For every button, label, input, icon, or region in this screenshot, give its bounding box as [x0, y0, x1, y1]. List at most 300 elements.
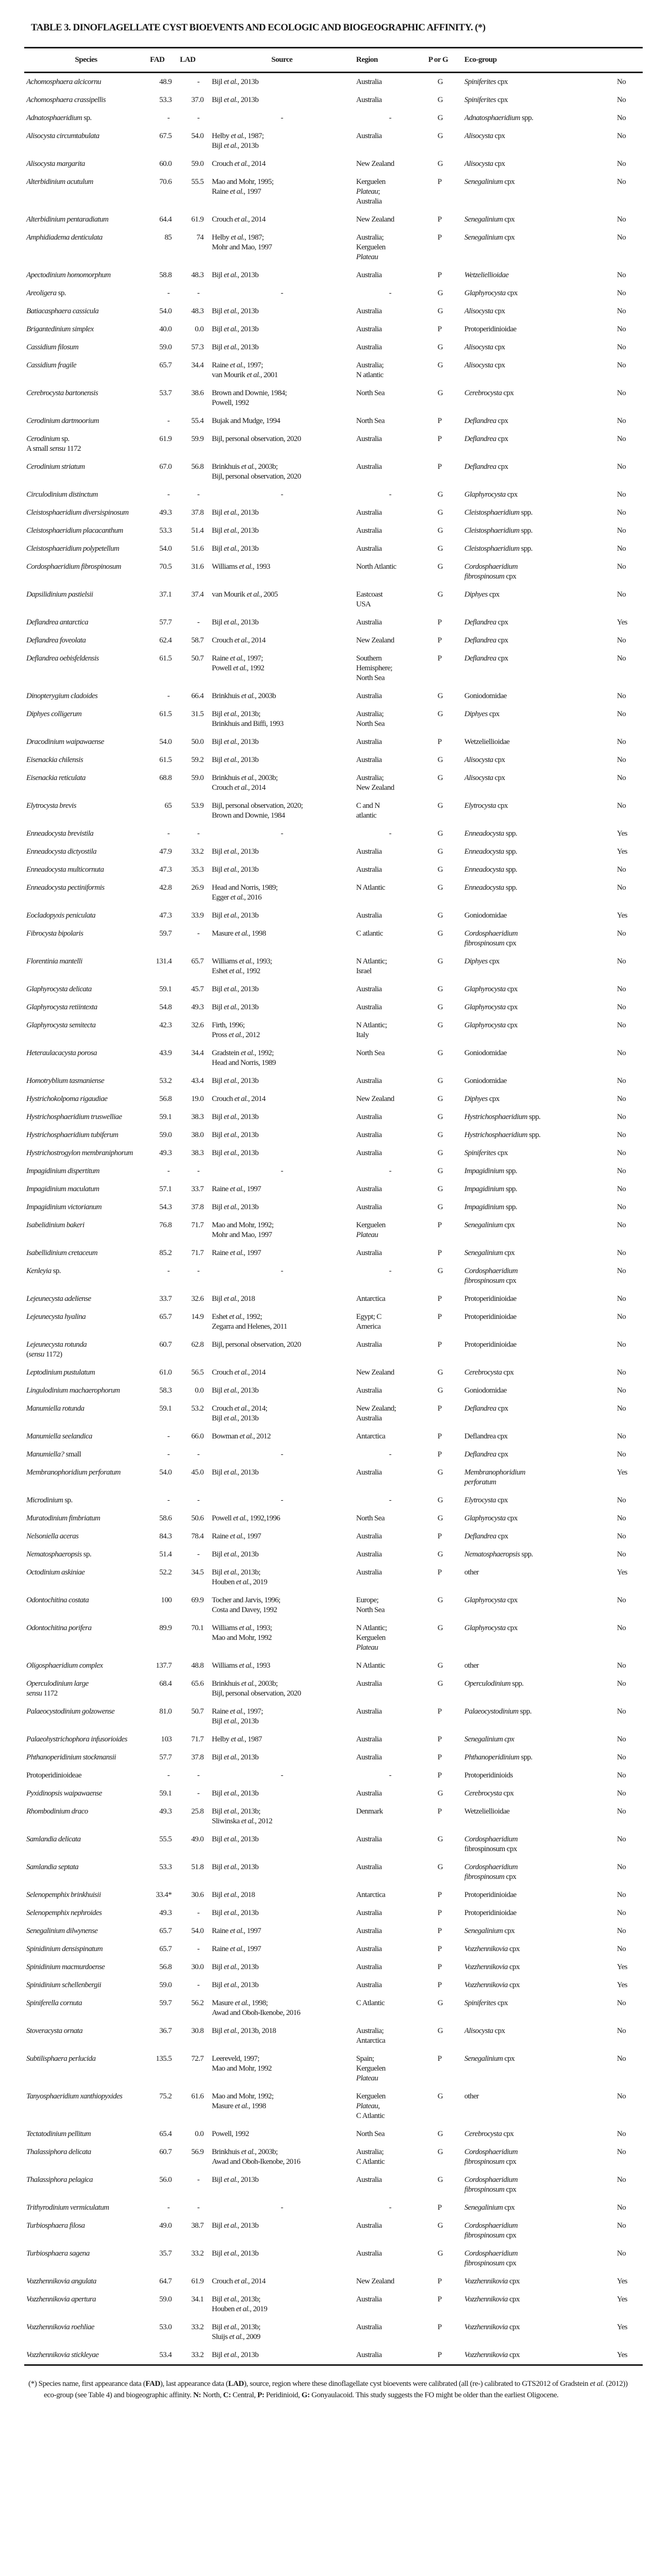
cell-lad: -	[197, 78, 199, 86]
cell-line	[464, 2129, 574, 2139]
cell-p-or-g: P	[438, 1221, 442, 1229]
text: Australia	[356, 1249, 382, 1257]
cell-region	[354, 1016, 426, 1044]
text: C Atlantic	[356, 1999, 385, 2007]
cell-line	[212, 77, 352, 87]
cell-p-or-g: G	[438, 1185, 443, 1193]
text: Protoperidinioidae	[464, 1295, 516, 1303]
cell-eco-group	[462, 1446, 576, 1464]
cell-line	[212, 783, 352, 793]
cell-source	[210, 1546, 354, 1564]
text: cpx	[496, 463, 508, 471]
cell-line	[464, 2323, 574, 2332]
text: cpx	[505, 1514, 517, 1522]
cell-region	[354, 2346, 426, 2365]
cell-p-or-g: G	[438, 343, 443, 351]
cell-source	[210, 1675, 354, 1703]
table-row	[24, 879, 643, 907]
table-row	[24, 1428, 643, 1446]
text: Australia	[356, 435, 382, 443]
cell-line	[464, 1166, 574, 1176]
cell-region	[354, 1162, 426, 1180]
text: cpx	[505, 1624, 517, 1632]
italic-text: et al.	[230, 893, 244, 902]
column-header-source: Source	[271, 56, 293, 64]
table-row	[24, 558, 643, 586]
cell-affinity: No	[617, 2204, 626, 2212]
cell-line	[464, 2221, 574, 2231]
cell-line	[356, 159, 424, 169]
cell-line	[356, 343, 424, 352]
cell-line	[356, 1230, 424, 1240]
cell-fad: 59.1	[159, 985, 172, 993]
cell-lad: 33.2	[191, 2351, 204, 2359]
italic-text: Manumiella?	[26, 1450, 64, 1459]
text: sp.	[82, 114, 92, 122]
cell-line	[356, 307, 424, 316]
cell-lad: 0.0	[195, 1386, 204, 1395]
text: , 2013b	[237, 509, 259, 517]
cell-line	[356, 1312, 424, 1322]
italic-text: et al.	[246, 590, 260, 599]
italic-text: Enneadocysta dictyostila	[26, 848, 96, 856]
cell-lad: 34.5	[191, 1568, 204, 1577]
italic-text: Spiniferites	[464, 1999, 496, 2007]
cell-line	[464, 462, 574, 472]
cell-line	[212, 664, 352, 673]
cell-species	[24, 1803, 148, 1831]
cell-species	[24, 998, 148, 1016]
italic-text: et al.	[224, 2323, 238, 2331]
table-header-row	[24, 48, 643, 73]
italic-text: Deflandrea	[464, 654, 496, 663]
cell-line	[212, 434, 352, 444]
text: USA	[356, 600, 371, 608]
cell-eco-group	[462, 650, 576, 687]
cell-line	[356, 2147, 424, 2157]
cell-species	[24, 2171, 148, 2199]
cell-line	[356, 1633, 424, 1643]
cell-line	[212, 1689, 352, 1699]
cell-line	[356, 755, 424, 765]
italic-text: Senegalinium	[464, 1249, 503, 1257]
cell-species	[24, 486, 148, 504]
cell-p-or-g: G	[438, 289, 443, 297]
cell-p-or-g: G	[438, 1662, 443, 1670]
cell-line	[464, 2350, 574, 2360]
cell-source	[210, 458, 354, 486]
italic-text: Selenopemphix brinkhuisii	[26, 1891, 101, 1899]
cell-lad: -	[197, 929, 199, 938]
italic-text: Spinidinium schellenbergii	[26, 1981, 102, 1989]
italic-text: Impagidinium maculatum	[26, 1185, 99, 1193]
cell-region	[354, 522, 426, 540]
italic-text: et al.	[230, 1185, 244, 1193]
cell-lad: -	[197, 289, 199, 297]
cell-lad: 57.3	[191, 343, 204, 351]
cell-species	[24, 1831, 148, 1858]
italic-text: et al.	[224, 618, 238, 626]
table-row	[24, 1290, 643, 1308]
cell-line	[356, 1926, 424, 1936]
cell-region	[354, 2245, 426, 2273]
italic-text: Octodinium askiniae	[26, 1568, 85, 1577]
text: cpx	[493, 343, 505, 351]
text: cpx	[496, 654, 508, 663]
cell-species	[24, 879, 148, 907]
italic-text: Dinopterygium cladoides	[26, 692, 98, 700]
cell-species	[24, 2318, 148, 2346]
cell-line	[212, 113, 352, 123]
cell-affinity: No	[617, 774, 626, 782]
text: N Atlantic	[356, 884, 386, 892]
cell-p-or-g: G	[438, 1021, 443, 1029]
text: , 1997;	[243, 654, 263, 663]
cell-fad: 47.3	[159, 911, 172, 920]
italic-text: Spiniferites	[464, 78, 496, 86]
text: Bijl	[212, 1835, 224, 1843]
cell-source	[210, 1044, 354, 1072]
italic-text: Diphyes	[464, 957, 488, 965]
cell-fad: 59.0	[159, 1981, 172, 1989]
cell-line	[464, 2157, 574, 2167]
cell-source	[210, 320, 354, 338]
cell-region	[354, 2291, 426, 2318]
cell-region	[354, 925, 426, 953]
table-row	[24, 1180, 643, 1198]
cell-line	[356, 2074, 424, 2083]
italic-text: Deflandrea	[464, 636, 496, 645]
cell-lad: 59.2	[191, 756, 204, 764]
text: , 2013b	[237, 96, 259, 104]
text: , 2012	[255, 1817, 273, 1825]
italic-text: et al.	[239, 563, 253, 571]
text: Central,	[230, 2391, 258, 2399]
text: Australia	[356, 307, 382, 315]
text: Eastcoast	[356, 590, 383, 599]
cell-line	[464, 865, 574, 875]
cell-affinity: No	[617, 1662, 626, 1670]
cell-p-or-g: P	[438, 271, 442, 279]
text: Australia	[356, 1963, 382, 1971]
column-header-eco-group: Eco-group	[464, 56, 497, 64]
cell-affinity: No	[617, 1753, 626, 1761]
text: cpx	[504, 2259, 516, 2267]
cell-species	[24, 1731, 148, 1749]
text: Brinkhuis	[212, 2148, 241, 2156]
cell-line	[212, 2102, 352, 2111]
text: North Sea	[356, 1514, 385, 1522]
cell-region	[354, 1308, 426, 1336]
italic-text: et al.	[224, 1414, 238, 1422]
cell-line	[212, 1340, 352, 1350]
cell-species	[24, 1464, 148, 1492]
text: spp.	[519, 509, 533, 517]
text: Australia	[356, 1003, 382, 1011]
cell-line	[356, 95, 424, 105]
cell-fad: 62.4	[159, 636, 172, 645]
cell-line	[464, 618, 574, 628]
cell-source	[210, 1528, 354, 1546]
cell-p-or-g: P	[438, 2277, 442, 2285]
table-row	[24, 1803, 643, 1831]
cell-eco-group	[462, 1994, 576, 2022]
cell-p-or-g: G	[438, 1267, 443, 1275]
cell-source	[210, 2245, 354, 2273]
table-row	[24, 1528, 643, 1546]
text: cpx	[508, 1945, 520, 1953]
italic-text: et al.	[224, 738, 238, 746]
cell-source	[210, 733, 354, 751]
text: cpx	[508, 1963, 520, 1971]
text: Masure	[212, 2102, 235, 2110]
table-row	[24, 907, 643, 925]
text: -	[280, 1167, 283, 1175]
cell-line	[356, 416, 424, 426]
italic-text: et al.	[241, 463, 255, 471]
cell-species	[24, 843, 148, 861]
column-header-affinity	[576, 48, 643, 73]
cell-species	[24, 1364, 148, 1382]
cell-affinity: No	[617, 884, 626, 892]
cell-line	[212, 1817, 352, 1826]
table-row	[24, 127, 643, 155]
italic-text: Cerebrocysta	[464, 2130, 502, 2138]
text: Williams	[212, 957, 239, 965]
text: , 2013b	[237, 1003, 259, 1011]
text: Tocher and Jarvis, 1996;	[212, 1596, 280, 1604]
cell-p-or-g: G	[438, 1149, 443, 1157]
cell-source	[210, 127, 354, 155]
text: , 1997	[243, 1532, 261, 1540]
cell-line	[464, 1872, 574, 1882]
cell-line	[356, 1076, 424, 1086]
text: Powell, 1992	[212, 399, 249, 407]
table-row	[24, 632, 643, 650]
cell-species	[24, 1922, 148, 1940]
cell-fad: -	[167, 114, 170, 122]
cell-source	[210, 1072, 354, 1090]
cell-line	[356, 2350, 424, 2360]
cell-line	[464, 1468, 574, 1478]
cell-line	[464, 1276, 574, 1286]
cell-p-or-g: G	[438, 985, 443, 993]
italic-text: Vozzhennikovia	[464, 2277, 508, 2285]
cell-line	[356, 215, 424, 225]
text: spp.	[504, 866, 517, 874]
italic-text: et al.	[234, 1404, 248, 1413]
italic-text: Eisenackia chilensis	[26, 756, 83, 764]
cell-line	[212, 1094, 352, 1104]
cell-eco-group	[462, 1108, 576, 1126]
italic-text: Spiniferella cornuta	[26, 1999, 82, 2007]
text: Bijl	[212, 545, 224, 553]
text: Italy	[356, 1031, 369, 1039]
cell-fad: 103	[161, 1735, 172, 1743]
text: cpx	[504, 2231, 516, 2240]
cell-source	[210, 2291, 354, 2318]
cell-fad: 35.7	[159, 2249, 172, 2258]
cell-fad: 47.9	[159, 848, 172, 856]
text: Bijl	[212, 1753, 224, 1761]
text: cpx	[503, 1249, 515, 1257]
cell-affinity: No	[617, 1167, 626, 1175]
cell-fad: 67.0	[159, 463, 172, 471]
cell-line	[464, 636, 574, 646]
italic-text: et al.	[224, 2351, 238, 2359]
cell-affinity: No	[617, 1891, 626, 1899]
cell-lad: -	[197, 2204, 199, 2212]
italic-text: Diphyes	[464, 710, 488, 718]
text: cpx	[496, 1450, 508, 1459]
text: Protoperidinioideae	[26, 1771, 81, 1780]
cell-affinity: Yes	[617, 2351, 628, 2359]
cell-p-or-g: G	[438, 692, 443, 700]
italic-text: Microdinium	[26, 1496, 63, 1504]
text: Raine	[212, 1707, 230, 1716]
table-row	[24, 614, 643, 632]
italic-text: et al.	[239, 957, 253, 965]
cell-lad: 58.7	[191, 636, 204, 645]
cell-line	[464, 1094, 574, 1104]
table-title: TABLE 3. DINOFLAGELLATE CYST BIOEVENTS AND ECOLOGIC AND BIOGEOGRAPHIC AFFINITY. (*)	[31, 22, 485, 33]
text: -	[280, 2204, 283, 2212]
bold-text: FAD	[145, 2380, 160, 2388]
cell-species	[24, 2217, 148, 2245]
cell-species	[24, 797, 148, 825]
cell-line	[212, 177, 352, 187]
cell-source	[210, 1886, 354, 1904]
text: Crouch	[212, 1404, 235, 1413]
text: van Mourik	[212, 371, 247, 379]
cell-lad: 61.9	[191, 2277, 204, 2285]
text: Bijl	[212, 985, 224, 993]
cell-fad: 84.3	[159, 1532, 172, 1540]
text: Bijl	[212, 1113, 224, 1121]
text: Australia	[356, 1131, 382, 1139]
cell-region	[354, 705, 426, 733]
text: Helby	[212, 1735, 231, 1743]
table-row	[24, 843, 643, 861]
text: Peridinioid,	[264, 2391, 302, 2399]
italic-text: Cordosphaeridium	[464, 1835, 518, 1843]
italic-text: Alisocysta circumtabulata	[26, 132, 99, 140]
cell-line	[212, 1166, 352, 1176]
table-row	[24, 1382, 643, 1400]
cell-line	[356, 1148, 424, 1158]
cell-line	[464, 1908, 574, 1918]
text: Bijl	[212, 2351, 224, 2359]
italic-text: Dracodinium waipawaense	[26, 738, 104, 746]
cell-p-or-g: G	[438, 2148, 443, 2156]
cell-region	[354, 229, 426, 266]
cell-line	[464, 159, 574, 169]
cell-line	[212, 1130, 352, 1140]
cell-lad: -	[197, 1450, 199, 1459]
italic-text: et al.	[239, 1432, 254, 1440]
cell-p-or-g: P	[438, 1404, 442, 1413]
cell-line	[212, 159, 352, 169]
cell-eco-group	[462, 687, 576, 705]
cell-line	[356, 177, 424, 187]
text: , 2018	[237, 1295, 255, 1303]
cell-line	[356, 811, 424, 821]
cell-region	[354, 2318, 426, 2346]
cell-species	[24, 751, 148, 769]
cell-lad: 59.0	[191, 160, 204, 168]
text: , 2013b	[237, 1963, 259, 1971]
cell-line	[356, 2092, 424, 2102]
text: sp.	[63, 1496, 73, 1504]
text: other	[464, 1568, 479, 1577]
italic-text: Cerodinium	[26, 435, 60, 443]
cell-line	[212, 1980, 352, 1990]
cell-lad: 66.4	[191, 692, 204, 700]
cell-fad: 60.7	[159, 1341, 172, 1349]
italic-text: Cerodinium striatum	[26, 463, 85, 471]
cell-region	[354, 1290, 426, 1308]
cell-lad: 34.1	[191, 2295, 204, 2303]
cell-eco-group	[462, 751, 576, 769]
text: , 2013b	[237, 78, 259, 86]
cell-line	[212, 398, 352, 408]
cell-line	[212, 1404, 352, 1414]
text: cpx	[503, 178, 515, 186]
cell-source	[210, 879, 354, 907]
cell-p-or-g: G	[438, 1496, 443, 1504]
italic-text: Vozzhennikovia angulata	[26, 2277, 96, 2285]
cell-p-or-g: P	[438, 1450, 442, 1459]
cell-fad: 58.6	[159, 1514, 172, 1522]
cell-line	[212, 1753, 352, 1762]
text: North Sea	[356, 1606, 385, 1614]
cell-line	[212, 2092, 352, 2102]
text: Raine	[212, 1185, 230, 1193]
italic-text: et al.	[233, 664, 247, 672]
cell-region	[354, 320, 426, 338]
cell-eco-group	[462, 2022, 576, 2050]
text: Australia	[356, 985, 382, 993]
cell-p-or-g: G	[438, 1167, 443, 1175]
cell-line	[464, 883, 574, 893]
cell-fad: 65.7	[159, 361, 172, 369]
text: Australia;	[356, 774, 384, 782]
cell-fad: 51.4	[159, 1550, 172, 1558]
italic-text: et al.	[590, 2380, 605, 2388]
cell-lad: 72.7	[191, 2055, 204, 2063]
cell-source	[210, 2022, 354, 2050]
cell-line	[212, 1514, 352, 1523]
text: cpx	[487, 590, 499, 599]
cell-species	[24, 1675, 148, 1703]
italic-text: Adnatosphaeridium	[26, 114, 82, 122]
cell-species	[24, 1976, 148, 1994]
table-row	[24, 266, 643, 284]
text: Goniodomidae	[464, 1049, 507, 1057]
text: , 2013b	[237, 985, 259, 993]
cell-eco-group	[462, 1144, 576, 1162]
cell-line	[464, 526, 574, 536]
text: spp.	[519, 1753, 532, 1761]
cell-p-or-g: G	[438, 884, 443, 892]
cell-line	[464, 1248, 574, 1258]
cell-affinity: No	[617, 1550, 626, 1558]
text: spp.	[527, 1113, 541, 1121]
cell-p-or-g: G	[438, 774, 443, 782]
italic-text: Alisocysta	[464, 361, 493, 369]
italic-text: Elytrocysta	[464, 802, 496, 810]
cell-source	[210, 211, 354, 229]
